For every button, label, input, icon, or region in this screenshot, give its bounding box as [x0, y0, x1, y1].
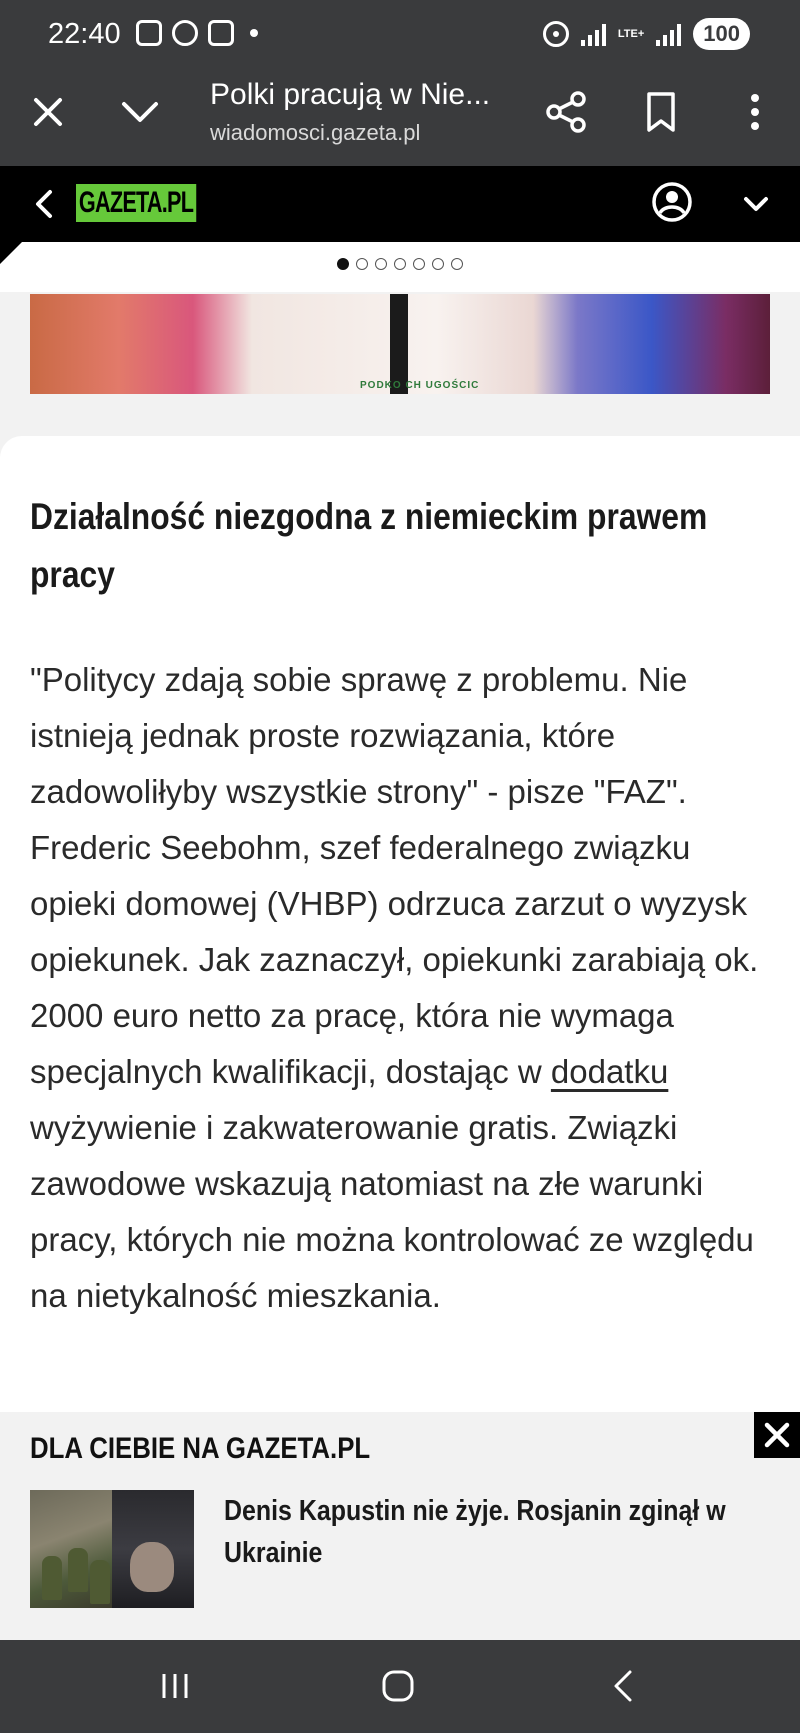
close-widget-button[interactable] — [754, 1412, 800, 1458]
status-bar — [0, 0, 800, 68]
soldier-figure — [42, 1556, 62, 1600]
status-time: 22:40 — [48, 18, 121, 50]
system-nav-bar — [0, 1640, 800, 1733]
site-header — [0, 166, 800, 242]
carousel-dot[interactable] — [432, 258, 444, 270]
home-icon[interactable] — [380, 1668, 416, 1704]
browser-toolbar — [0, 68, 800, 166]
article-paragraph — [30, 652, 770, 1324]
gallery-caption: PODKO CH UGOŚCIC — [360, 380, 480, 391]
gazeta-logo[interactable] — [76, 184, 243, 222]
notification-dot-icon — [250, 29, 258, 37]
more-vert-icon[interactable] — [740, 90, 770, 134]
close-icon — [762, 1420, 792, 1450]
recommendation-widget — [0, 1412, 800, 1640]
article-section — [0, 436, 800, 1412]
status-icons-left — [136, 20, 258, 46]
microphone-stand — [390, 294, 408, 394]
user-icon[interactable] — [650, 180, 694, 224]
status-icons-right — [543, 18, 750, 50]
soldier-figure — [90, 1560, 110, 1604]
chevron-down-icon[interactable] — [740, 188, 772, 220]
carousel-dot[interactable] — [337, 258, 349, 270]
portrait-face — [130, 1542, 174, 1592]
recents-icon[interactable] — [158, 1670, 192, 1702]
paragraph-text: "Politycy zdają sobie sprawę z problemu. Nie istnieją jednak proste rozwiązania, które zadowoliłyby wszystkie strony" - pisze "FAZ". Frederic Seebohm, szef federalnego związku opieki domowej (VHBP) odrzuca zarzut o wyzysk opiekunek. Jak zaznaczył, opiekunki zarabiają ok. 2000 euro netto za pracę, która nie wymaga specjalnych kwalifikacji, dostając w — [30, 661, 759, 1090]
page-title[interactable]: Polki pracują w Nie... — [210, 78, 491, 111]
screenshot-icon — [136, 20, 162, 46]
paragraph-text-end: wyżywienie i zakwaterowanie gratis. Związki zawodowe wskazują natomiast na złe warunki pracy, których nie można kontrolować ze względu na nietykalność mieszkania. — [30, 1109, 754, 1314]
lte-signal-icon — [656, 22, 681, 46]
carousel-dot[interactable] — [394, 258, 406, 270]
chrome-icon — [172, 20, 198, 46]
battery-icon: 100 — [693, 18, 750, 50]
close-icon[interactable] — [28, 92, 68, 132]
soldier-figure — [68, 1548, 88, 1592]
calendar-icon — [208, 20, 234, 46]
carousel-dot[interactable] — [413, 258, 425, 270]
gallery-image[interactable] — [30, 294, 770, 394]
hotspot-icon — [543, 21, 569, 47]
bookmark-icon[interactable] — [644, 90, 678, 134]
back-icon[interactable] — [30, 186, 58, 222]
carousel-dot[interactable] — [451, 258, 463, 270]
share-icon[interactable] — [544, 90, 588, 134]
signal-icon — [581, 22, 606, 46]
article-heading: Działalność niezgodna z niemieckim prawem pracy — [30, 496, 708, 595]
recommendation-thumbnail[interactable] — [30, 1490, 194, 1608]
back-icon[interactable] — [612, 1668, 634, 1704]
carousel-dot[interactable] — [375, 258, 387, 270]
lte-label: LTE+ — [617, 27, 645, 40]
chevron-down-icon[interactable] — [118, 92, 162, 132]
page-url[interactable]: wiadomosci.gazeta.pl — [210, 120, 421, 145]
logo-text: GAZETA.PL — [76, 184, 196, 222]
inline-link[interactable]: dodatku — [550, 1053, 669, 1090]
recommendation-title: DLA CIEBIE NA GAZETA.PL — [30, 1432, 371, 1465]
carousel-dots[interactable] — [0, 258, 800, 270]
carousel-dot[interactable] — [356, 258, 368, 270]
recommendation-headline[interactable]: Denis Kapustin nie żyje. Rosjanin zginął w Ukrainie — [224, 1495, 726, 1569]
